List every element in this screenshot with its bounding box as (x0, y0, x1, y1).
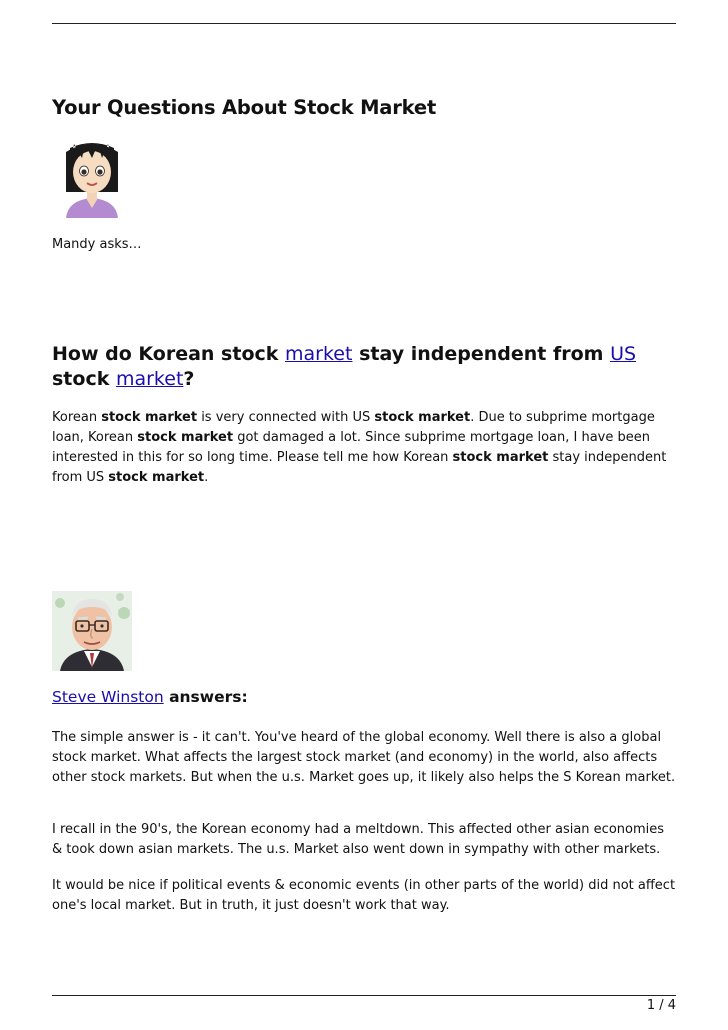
question-text: is very connected with US (197, 410, 375, 425)
answerer-name-link[interactable]: Steve Winston (52, 688, 164, 706)
answer-paragraph: The simple answer is - it can't. You've heard of the global economy. Well there is also a global stock market. What affects the largest stock market (and economy) in the world, also affects other stock markets. But when the u.s. Market goes up, it likely also helps the S Korean market. (52, 730, 676, 785)
question-text: got damaged a lot. Since subprime mortgage loan, I have been interested in this for so long time. Please tell me how Korean (52, 430, 650, 465)
market-link[interactable]: market (115, 368, 184, 390)
question-title-part: stock (52, 368, 116, 390)
question-keyword: stock market (108, 470, 205, 485)
page-number: 1 / 4 (646, 998, 676, 1013)
question-body (52, 408, 672, 488)
answers-label: answers: (163, 688, 248, 706)
answer-paragraph: I recall in the 90's, the Korean economy had a meltdown. This affected other asian economies & took down asian markets. The u.s. Market also went down in sympathy with other markets. (52, 822, 665, 857)
question-text: . (204, 470, 209, 485)
question-text: stay independent from US (52, 450, 667, 485)
answerer-avatar-icon (52, 591, 132, 671)
question-title-part: stay independent from (352, 343, 611, 365)
question-title-part: ? (183, 368, 195, 390)
asker-avatar-icon (52, 138, 132, 218)
answer-paragraph: It would be nice if political events & economic events (in other parts of the world) did not affect one's local market. But in truth, it just doesn't work that way. (52, 878, 676, 913)
footer-rule (52, 995, 676, 996)
question-keyword: stock market (137, 430, 234, 445)
question-title-part: How do Korean stock (52, 343, 286, 365)
header-rule (52, 23, 676, 24)
us-link[interactable]: US (610, 343, 637, 365)
question-title (52, 342, 672, 392)
asker-label: Mandy asks… (52, 237, 142, 252)
answer-heading (52, 688, 248, 706)
question-text: Korean (52, 410, 102, 425)
question-text: . Due to subprime mortgage loan, Korean (52, 410, 655, 445)
question-keyword: stock market (101, 410, 198, 425)
question-keyword: stock market (374, 410, 471, 425)
question-keyword: stock market (452, 450, 549, 465)
market-link[interactable]: market (285, 343, 353, 365)
page-title: Your Questions About Stock Market (52, 96, 437, 119)
